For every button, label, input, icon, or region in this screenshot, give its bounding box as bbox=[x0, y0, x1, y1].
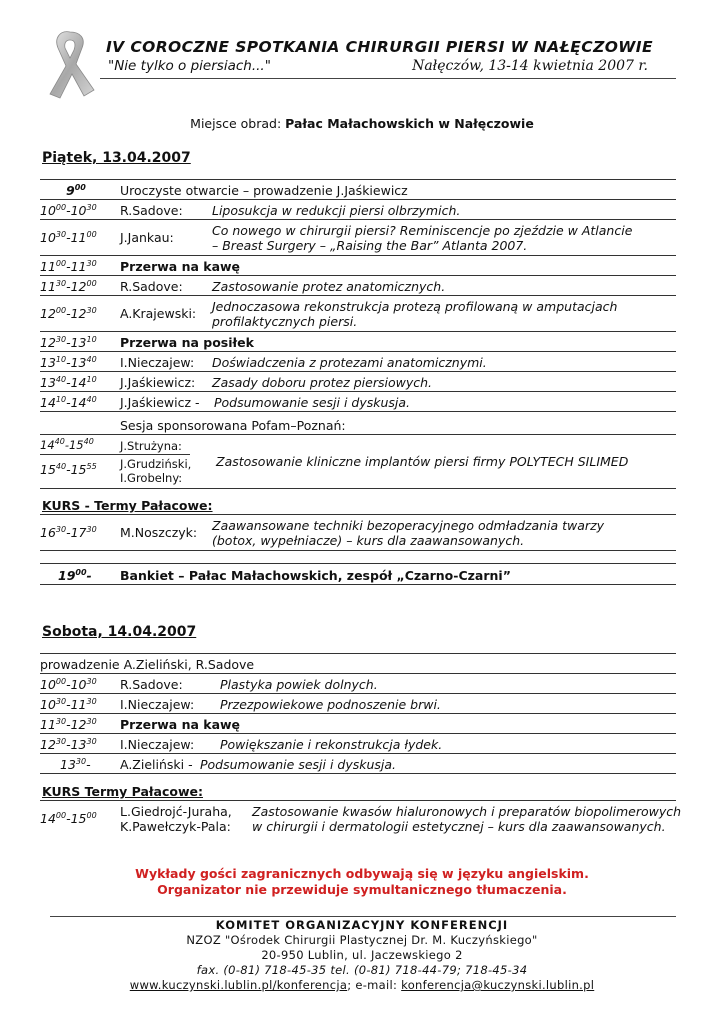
divider bbox=[40, 331, 676, 332]
speaker: R.Sadove: bbox=[120, 203, 183, 218]
lead-text: prowadzenie A.Zieliński, R.Sadove bbox=[40, 657, 255, 672]
divider bbox=[40, 800, 676, 801]
divider bbox=[40, 753, 676, 754]
day1-title: Piątek, 13.04.2007 bbox=[42, 150, 191, 166]
time: $13^{40}-14^{10}$ bbox=[40, 374, 97, 390]
time: $12^{00}-12^{30}$ bbox=[40, 305, 97, 321]
topic: Zastosowanie kliniczne implantów piersi firmy POLYTECH SILIMED bbox=[216, 454, 629, 469]
time: $12^{30}-13^{10}$ bbox=[40, 334, 97, 350]
topic: Plastyka powiek dolnych. bbox=[220, 677, 378, 692]
course-title: KURS - Termy Pałacowe: bbox=[42, 498, 213, 513]
divider bbox=[40, 514, 676, 515]
divider bbox=[40, 454, 190, 455]
venue-line bbox=[0, 116, 724, 131]
divider bbox=[40, 295, 676, 296]
topic: Przezpowiekowe podnoszenie brwi. bbox=[220, 697, 441, 712]
divider bbox=[40, 733, 676, 734]
divider bbox=[40, 434, 676, 435]
divider bbox=[40, 693, 676, 694]
topic: Podsumowanie sesji i dyskusja. bbox=[200, 757, 397, 772]
divider bbox=[40, 179, 676, 180]
speaker: J.Grudziński, bbox=[120, 457, 192, 471]
time: $16^{30}-17^{30}$ bbox=[40, 524, 97, 540]
speaker: I.Nieczajew: bbox=[120, 355, 195, 370]
speaker: R.Sadove: bbox=[120, 279, 183, 294]
divider bbox=[40, 550, 676, 551]
speaker: J.Jaśkiewicz - bbox=[120, 395, 200, 410]
venue-label: Miejsce obrad: bbox=[190, 116, 286, 131]
divider bbox=[40, 199, 676, 200]
topic: Liposukcja w redukcji piersi olbrzymich. bbox=[212, 203, 461, 218]
divider bbox=[40, 488, 676, 489]
topic-line2: (botox, wypełniacze) – kurs dla zaawansowanych. bbox=[212, 533, 525, 548]
speaker: K.Pawełczyk-Pala: bbox=[120, 819, 231, 834]
topic-line1: Zaawansowane techniki bezoperacyjnego odmładzania twarzy bbox=[212, 518, 605, 533]
awareness-ribbon-icon bbox=[30, 28, 96, 100]
phones: fax. (0-81) 718-45-35 tel. (0-81) 718-44-79; 718-45-34 bbox=[196, 963, 528, 977]
divider bbox=[40, 371, 676, 372]
topic-line1: Zastosowanie kwasów hialuronowych i preparatów biopolimerowych bbox=[252, 804, 682, 819]
time: $19^{00}-$ bbox=[58, 567, 92, 583]
speaker: M.Noszczyk: bbox=[120, 525, 198, 540]
divider bbox=[40, 351, 676, 352]
divider bbox=[40, 653, 676, 654]
conference-title: IV COROCZNE SPOTKANIA CHIRURGII PIERSI W NAŁĘCZOWIE bbox=[106, 38, 653, 56]
topic: Zastosowanie protez anatomicznych. bbox=[212, 279, 446, 294]
email-link[interactable]: konferencja@kuczynski.lublin.pl bbox=[401, 978, 595, 992]
topic-line2: profilaktycznych piersi. bbox=[212, 314, 358, 329]
topic: Podsumowanie sesji i dyskusja. bbox=[214, 395, 411, 410]
break-label: Przerwa na kawę bbox=[120, 717, 241, 732]
time: $13^{30}-$ bbox=[60, 756, 91, 772]
divider bbox=[40, 391, 676, 392]
header-divider bbox=[100, 78, 676, 79]
day2-title: Sobota, 14.04.2007 bbox=[42, 624, 197, 640]
speaker: A.Krajewski: bbox=[120, 306, 197, 321]
topic: Zasady doboru protez piersiowych. bbox=[212, 375, 433, 390]
row-text: Uroczyste otwarcie – prowadzenie J.Jaśkiewicz bbox=[120, 183, 408, 198]
notice-line1: Wykłady gości zagranicznych odbywają się w języku angielskim. bbox=[135, 866, 589, 881]
divider bbox=[40, 713, 676, 714]
time: $10^{30}-11^{30}$ bbox=[40, 696, 97, 712]
speaker: L.Giedrojć-Juraha, bbox=[120, 804, 232, 819]
venue-name: Pałac Małachowskich w Nałęczowie bbox=[285, 116, 534, 131]
divider bbox=[40, 275, 676, 276]
divider bbox=[40, 773, 676, 774]
committee-title: KOMITET ORGANIZACYJNY KONFERENCJI bbox=[215, 918, 509, 932]
time: $14^{00}-15^{00}$ bbox=[40, 810, 97, 826]
footer-divider bbox=[50, 916, 676, 917]
speaker: A.Zieliński - bbox=[120, 757, 193, 772]
topic: Powiększanie i rekonstrukcja łydek. bbox=[220, 737, 443, 752]
speaker: R.Sadove: bbox=[120, 677, 183, 692]
time: $14^{10}-14^{40}$ bbox=[40, 394, 97, 410]
speaker: I.Nieczajew: bbox=[120, 737, 195, 752]
language-notice bbox=[0, 866, 724, 898]
speaker: I.Grobelny: bbox=[120, 471, 183, 485]
break-label: Przerwa na kawę bbox=[120, 259, 241, 274]
speaker: J.Jankau: bbox=[120, 230, 174, 245]
topic-line1: Co nowego w chirurgii piersi? Reminiscencje po zjeździe w Atlancie bbox=[212, 223, 633, 238]
conference-subtitle: "Nie tylko o piersiach..." bbox=[108, 58, 271, 74]
topic-line1: Jednoczasowa rekonstrukcja protezą profilowaną w amputacjach bbox=[212, 299, 618, 314]
divider bbox=[40, 563, 676, 564]
divider bbox=[40, 584, 676, 585]
time: $10^{00}-10^{30}$ bbox=[40, 676, 97, 692]
time: $11^{30}-12^{30}$ bbox=[40, 716, 97, 732]
divider bbox=[40, 255, 676, 256]
time: $10^{00}-10^{30}$ bbox=[40, 202, 97, 218]
time: $15^{40}-15^{55}$ bbox=[40, 461, 97, 477]
course-title: KURS Termy Pałacowe: bbox=[42, 784, 203, 799]
time: $9^{00}$ bbox=[66, 182, 86, 198]
break-label: Przerwa na posiłek bbox=[120, 335, 254, 350]
banquet-text: Bankiet – Pałac Małachowskich, zespół „Czarno-Czarni” bbox=[120, 568, 511, 583]
contact-line bbox=[0, 978, 724, 993]
notice-line2: Organizator nie przewiduje symultanicznego tłumaczenia. bbox=[157, 882, 567, 897]
conference-date: Nałęczów, 13-14 kwietnia 2007 r. bbox=[412, 58, 648, 74]
website-link[interactable]: www.kuczynski.lublin.pl/konferencja bbox=[129, 978, 348, 992]
time: $11^{30}-12^{00}$ bbox=[40, 278, 97, 294]
time: $11^{00}-11^{30}$ bbox=[40, 258, 97, 274]
topic: Doświadczenia z protezami anatomicznymi. bbox=[212, 355, 487, 370]
topic-line2: – Breast Surgery – „Raising the Bar” Atlanta 2007. bbox=[212, 238, 528, 253]
address: 20-950 Lublin, ul. Jaczewskiego 2 bbox=[261, 948, 463, 962]
organization: NZOZ "Ośrodek Chirurgii Plastycznej Dr. M. Kuczyńskiego" bbox=[186, 933, 538, 947]
speaker: I.Nieczajew: bbox=[120, 697, 195, 712]
divider bbox=[40, 411, 676, 412]
time: $13^{10}-13^{40}$ bbox=[40, 354, 97, 370]
time: $12^{30}-13^{30}$ bbox=[40, 736, 97, 752]
footer bbox=[0, 918, 724, 993]
topic-line2: w chirurgii i dermatologii estetycznej – kurs dla zaawansowanych. bbox=[252, 819, 666, 834]
divider bbox=[40, 219, 676, 220]
sponsored-title: Sesja sponsorowana Pofam–Poznań: bbox=[120, 418, 346, 433]
speaker: J.Strużyna: bbox=[120, 439, 182, 453]
speaker: J.Jaśkiewicz: bbox=[120, 375, 196, 390]
email-label: ; e-mail: bbox=[347, 978, 402, 992]
divider bbox=[40, 673, 676, 674]
time: $10^{30}-11^{00}$ bbox=[40, 229, 97, 245]
time: $14^{40}-15^{40}$ bbox=[40, 437, 94, 452]
